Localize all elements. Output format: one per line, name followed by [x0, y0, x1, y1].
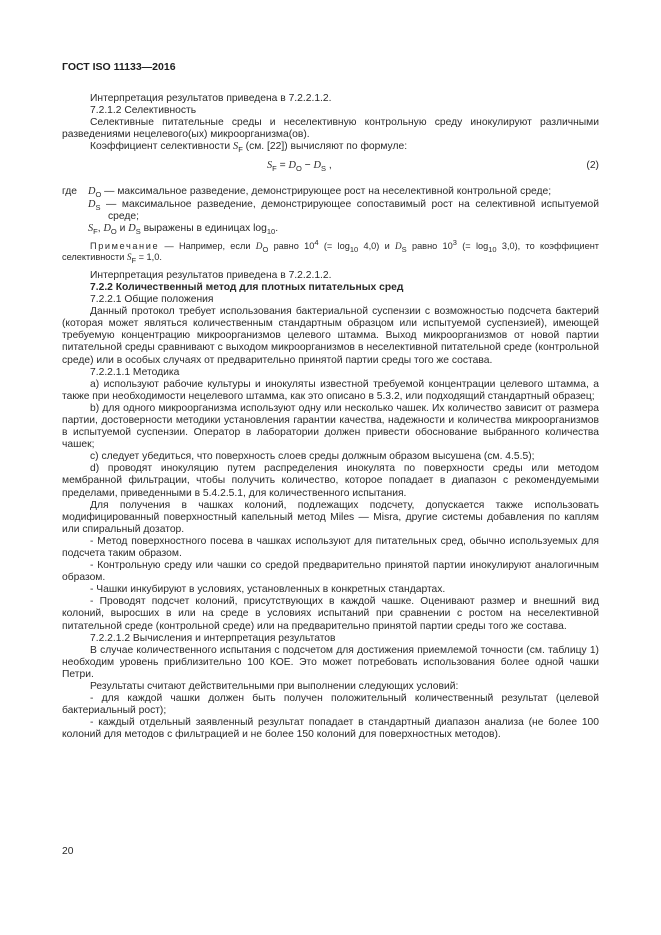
page-body — [62, 93, 599, 742]
note: Примечание — Например, если $D_O$ равно $10^4$ (= $\log_{10} 4,0$) и $D_S$ равно $10^3$ (= $\log_{10} 3,0$), то коэффициент селективности $S_F = 1,0$. — [62, 237, 599, 266]
page-number: 20 — [62, 846, 74, 857]
running-header: ГОСТ ISO 11133—2016 — [62, 61, 176, 73]
list-item: a) используют рабочие культуры и инокуляты известной требуемой концентрации целевого штамма, а также при необходимости нецелевого штамма, как это описано в 5.3.2, или подходящий стандартный образец; — [62, 378, 599, 402]
subsection-heading: 7.2.2.1.2 Вычисления и интерпретация результатов — [90, 632, 336, 644]
definition-item: $D_S$ — максимальное разведение, демонстрирующее сопоставимый рост на селективной испытуемой среде; — [88, 198, 599, 222]
condition-item: - каждый отдельный заявленный результат попадает в стандартный диапазон анализа (не более 100 колоний для методов с фильтрацией и не более 150 колоний для поверхностных методов). — [62, 717, 599, 741]
dash-item: - Метод поверхностного посева в чашках используют для питательных сред, обычно используемых для подсчета таким образом. — [62, 535, 599, 559]
condition-item: - для каждой чашки должен быть получен положительный количественный результат (целевой бактериальный рост); — [62, 693, 599, 717]
subsection-heading: 7.2.2.1.1 Методика — [90, 366, 180, 378]
dash-item: - Контрольную среду или чашки со средой предварительно принятой партии инокулируют аналогичным образом. — [62, 560, 599, 584]
definition-list: где $D_O$ — максимальное разведение, демонстрирующее рост на неселективной контрольной среде; $D_S$ — максимальное разведение, демонстрирующее сопоставимый рост на селективной испытуемой среде; $S_F$, $D_O$ и $D_S$ выражены в единицах $\log_{10}$. — [62, 186, 599, 236]
list-item: c) следует убедиться, что поверхность слоев среды должным образом высушена (см. 4.5.5); — [90, 451, 535, 463]
subsection-heading: 7.2.2.1 Общие положения — [90, 294, 214, 306]
formula-expression: $S_F = D_O - D_S$ , — [267, 160, 332, 174]
paragraph: Данный протокол требует использования бактериальной суспензии с возможностью подсчета бактерий (которая может являться количественным стандартным образцом или испытуемой суспензией), имеющей требуемую концентрацию микроорганизмов целевого штамма. Выход микроорганизмов от новой партии питательной среды сравнивают с выходом микроорганизмов в неселективной питательной среде (контрольной среде) или в особых случаях от предварительно принятой партии среды того же состава. — [62, 306, 599, 366]
dash-item: - Проводят подсчет колоний, присутствующих в каждой чашке. Оценивают размер и внешний вид колоний, выросших в или на среде в условиях испытаний при сравнении с ростом на неселективной питательной среде (контрольной среде) или на предварительно принятой партии среды того же состава. — [62, 596, 599, 632]
paragraph: Результаты считают действительными при выполнении следующих условий: — [90, 681, 459, 693]
units-line: $S_F$, $D_O$ и $D_S$ выражены в единицах $\log_{10}$. — [88, 222, 279, 236]
formula-number: (2) — [586, 160, 599, 172]
section-heading-selectivity: 7.2.1.2 Селективность — [90, 105, 197, 117]
list-item: b) для одного микроорганизма используют одну или несколько чашек. Их количество зависит от размера партии, достоверности методики установления гарантии качества, надежности и количества микроорганизмов в испытуемой суспензии. Оператор в лаборатории должен привести обоснование выбранного количества чашек; — [62, 402, 599, 451]
paragraph-selectivity-coef: Коэффициент селективности $S_F$ (см. [22]) вычисляют по формуле: — [90, 141, 408, 155]
dash-item: - Чашки инкубируют в условиях, установленных в конкретных стандартах. — [90, 584, 446, 596]
paragraph: В случае количественного испытания с подсчетом для достижения приемлемой точности (см. таблицу 1) необходим уровень приблизительно 100 КОЕ. Это может потребовать использования более одной чашки Петри. — [62, 644, 599, 680]
note-label: Примечание — [90, 240, 160, 251]
definition-item: $D_O$ — максимальное разведение, демонстрирующее рост на неселективной контрольной среде; — [88, 186, 552, 200]
list-item: d) проводят инокуляцию путем распределения инокулята по поверхности среды или методом мембранной фильтрации, чтобы получить количество, которое попадает в диапазон с рекомендуемыми пределами, приведенными в 5.4.2.5.1, для количественного испытания. — [62, 463, 599, 499]
formula-2 — [62, 153, 599, 180]
interpretation-ref: Интерпретация результатов приведена в 7.2.2.1.2. — [90, 269, 332, 281]
section-heading-quantitative: 7.2.2 Количественный метод для плотных питательных сред — [90, 281, 404, 293]
interpretation-ref: Интерпретация результатов приведена в 7.2.2.1.2. — [90, 93, 332, 104]
paragraph: Для получения в чашках колоний, подлежащих подсчету, допускается также использовать модифицированный поверхностный капельный метод Miles — Misra, другие системы добавления по каплям или спиральный дозатор. — [62, 499, 599, 535]
paragraph: Селективные питательные среды и неселективную контрольную среду инокулируют различными разведениями нецелевого(ых) микроорганизма(ов). — [62, 117, 599, 141]
